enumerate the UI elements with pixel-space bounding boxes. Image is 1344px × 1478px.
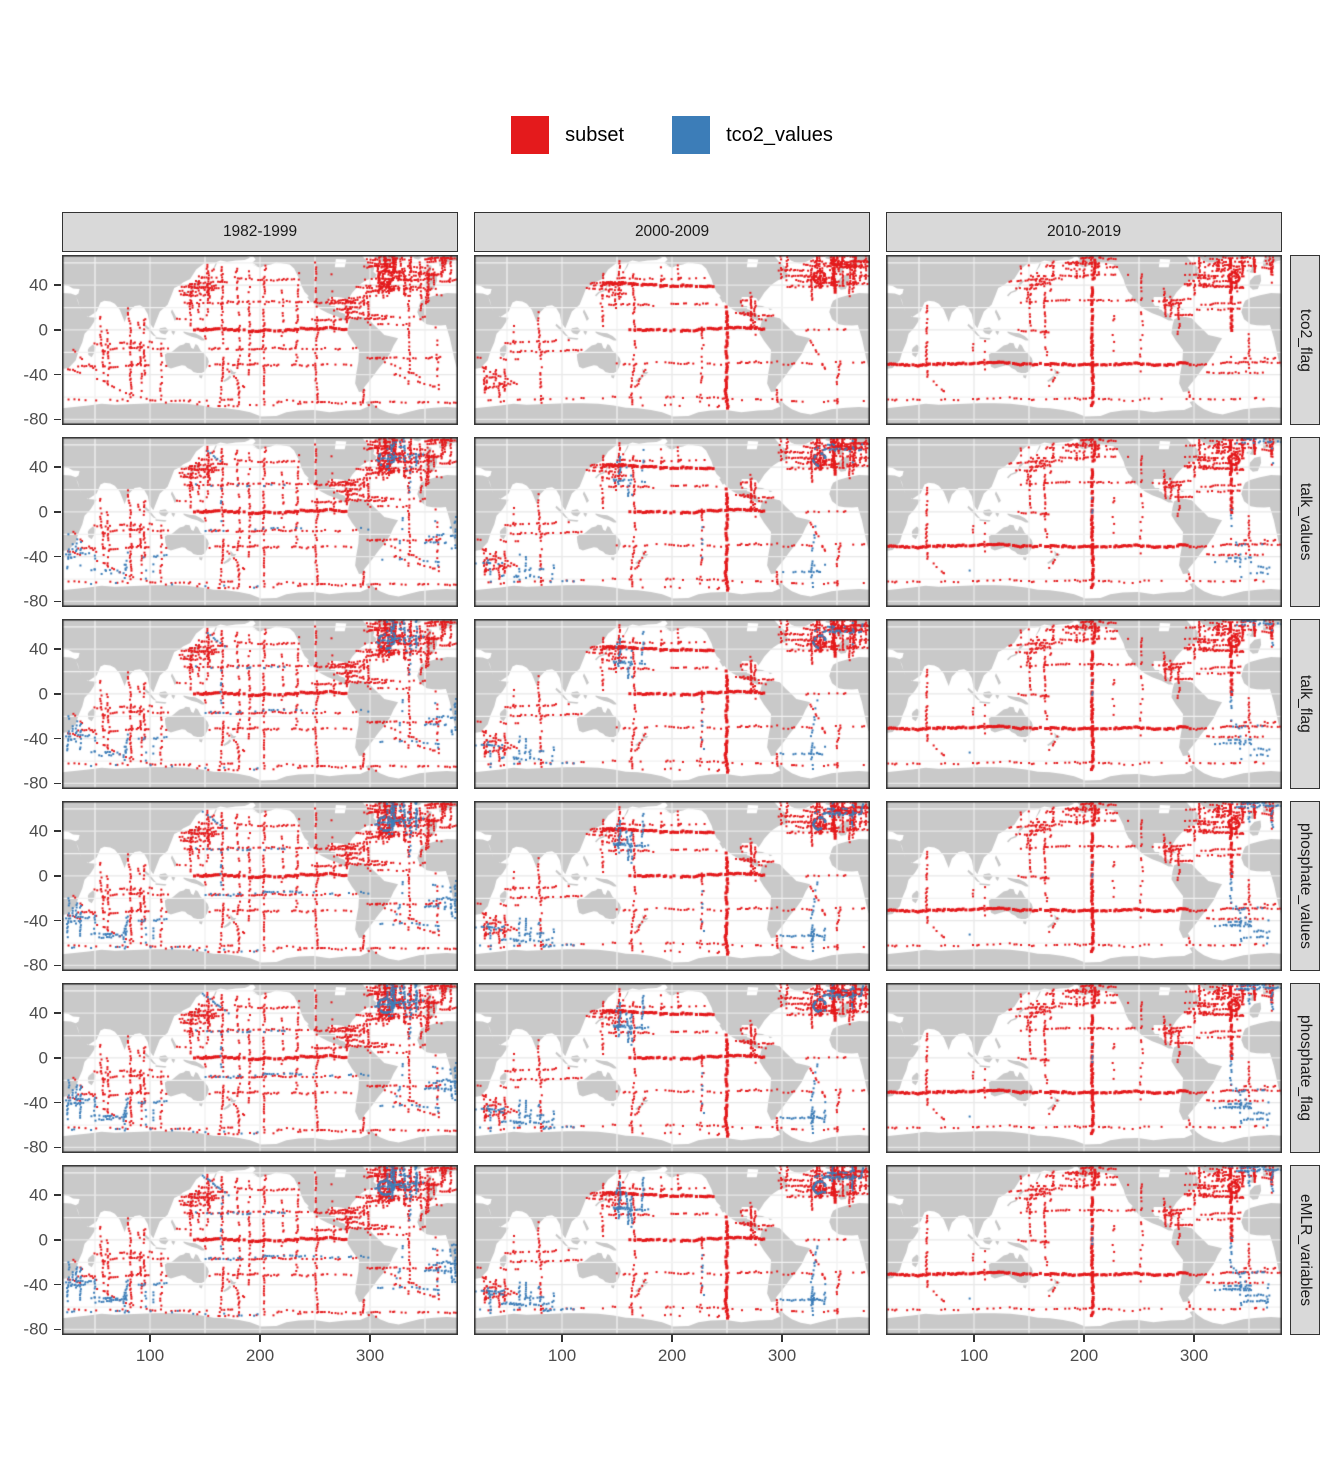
map-panel-tco2_flag-1982-1999 (62, 255, 458, 425)
y-tick-mark (54, 374, 61, 376)
x-tick-mark (149, 1335, 151, 1342)
facet-col-strip-1982-1999: 1982-1999 (62, 212, 458, 252)
y-tick-label: -40 (23, 1093, 48, 1113)
facet-row-strip-phosphate_values: phosphate_values (1290, 801, 1320, 971)
legend-label-subset: subset (565, 123, 625, 146)
y-tick-label: 0 (38, 320, 48, 340)
legend-key-tco2-values-swatch (672, 116, 710, 154)
y-tick-label: 0 (38, 502, 48, 522)
map-panel-talk_values-2000-2009 (474, 437, 870, 607)
map-panel-tco2_flag-2000-2009 (474, 255, 870, 425)
y-tick-label: 40 (29, 457, 48, 477)
y-tick-mark (54, 284, 61, 286)
x-tick-label: 100 (135, 1346, 165, 1365)
y-tick-label: 40 (29, 1003, 48, 1023)
y-tick-mark (54, 1012, 61, 1014)
y-tick-mark (54, 1147, 61, 1149)
y-tick-label: -40 (23, 911, 48, 931)
y-tick-mark (54, 511, 61, 513)
y-tick-mark (54, 920, 61, 922)
map-panel-eMLR_variables-2000-2009 (474, 1165, 870, 1335)
x-tick-label: 100 (547, 1346, 577, 1365)
map-panel-talk_flag-1982-1999 (62, 619, 458, 789)
legend-item-subset (511, 116, 624, 154)
y-tick-mark (54, 830, 61, 832)
y-tick-label: -40 (23, 547, 48, 567)
y-tick-label: 0 (38, 1048, 48, 1068)
facet-row-strip-tco2_flag: tco2_flag (1290, 255, 1320, 425)
x-tick-label: 300 (1179, 1346, 1209, 1365)
y-tick-label: 0 (38, 684, 48, 704)
map-panel-phosphate_flag-1982-1999 (62, 983, 458, 1153)
y-tick-label: 0 (38, 1230, 48, 1250)
y-tick-mark (54, 1284, 61, 1286)
facet-row-strip-phosphate_flag: phosphate_flag (1290, 983, 1320, 1153)
map-panel-phosphate_values-2000-2009 (474, 801, 870, 971)
x-tick-mark (671, 1335, 673, 1342)
y-tick-label: 40 (29, 275, 48, 295)
y-tick-mark (54, 783, 61, 785)
map-panel-talk_flag-2010-2019 (886, 619, 1282, 789)
y-tick-mark (54, 601, 61, 603)
y-tick-mark (54, 875, 61, 877)
legend (0, 116, 1344, 154)
y-tick-mark (54, 1329, 61, 1331)
y-tick-mark (54, 1239, 61, 1241)
y-tick-mark (54, 329, 61, 331)
x-tick-mark (1083, 1335, 1085, 1342)
facet-col-strip-2000-2009: 2000-2009 (474, 212, 870, 252)
x-tick-label: 200 (245, 1346, 275, 1365)
y-tick-mark (54, 693, 61, 695)
map-panel-phosphate_flag-2000-2009 (474, 983, 870, 1153)
map-panel-talk_values-2010-2019 (886, 437, 1282, 607)
map-panel-phosphate_values-1982-1999 (62, 801, 458, 971)
y-tick-label: -80 (23, 1319, 48, 1339)
y-tick-label: 40 (29, 821, 48, 841)
y-tick-label: -80 (23, 409, 48, 429)
map-panel-eMLR_variables-2010-2019 (886, 1165, 1282, 1335)
x-tick-mark (1193, 1335, 1195, 1342)
y-tick-label: -40 (23, 365, 48, 385)
y-tick-label: -80 (23, 591, 48, 611)
y-tick-label: 0 (38, 866, 48, 886)
y-tick-mark (54, 648, 61, 650)
y-tick-mark (54, 419, 61, 421)
y-tick-mark (54, 556, 61, 558)
y-tick-label: -80 (23, 773, 48, 793)
x-tick-label: 300 (355, 1346, 385, 1365)
y-tick-label: -80 (23, 1137, 48, 1157)
y-tick-mark (54, 466, 61, 468)
legend-key-subset-swatch (511, 116, 549, 154)
y-tick-mark (54, 1057, 61, 1059)
y-tick-label: -40 (23, 1275, 48, 1295)
map-panel-phosphate_values-2010-2019 (886, 801, 1282, 971)
x-tick-mark (369, 1335, 371, 1342)
y-tick-mark (54, 965, 61, 967)
y-tick-label: 40 (29, 1185, 48, 1205)
x-tick-label: 300 (767, 1346, 797, 1365)
y-tick-mark (54, 1102, 61, 1104)
facet-row-strip-talk_flag: talk_flag (1290, 619, 1320, 789)
x-tick-label: 100 (959, 1346, 989, 1365)
map-panel-talk_flag-2000-2009 (474, 619, 870, 789)
x-tick-label: 200 (1069, 1346, 1099, 1365)
y-tick-label: -80 (23, 955, 48, 975)
y-tick-label: 40 (29, 639, 48, 659)
x-tick-mark (973, 1335, 975, 1342)
y-tick-mark (54, 738, 61, 740)
facet-row-strip-eMLR_variables: eMLR_variables (1290, 1165, 1320, 1335)
facet-col-strip-2010-2019: 2010-2019 (886, 212, 1282, 252)
x-tick-mark (259, 1335, 261, 1342)
legend-label-tco2-values: tco2_values (726, 123, 833, 146)
legend-item-tco2-values (672, 116, 833, 154)
facet-row-strip-talk_values: talk_values (1290, 437, 1320, 607)
map-panel-eMLR_variables-1982-1999 (62, 1165, 458, 1335)
x-tick-mark (561, 1335, 563, 1342)
map-panel-tco2_flag-2010-2019 (886, 255, 1282, 425)
x-tick-label: 200 (657, 1346, 687, 1365)
map-panel-talk_values-1982-1999 (62, 437, 458, 607)
x-tick-mark (781, 1335, 783, 1342)
map-panel-phosphate_flag-2010-2019 (886, 983, 1282, 1153)
y-tick-label: -40 (23, 729, 48, 749)
y-tick-mark (54, 1194, 61, 1196)
